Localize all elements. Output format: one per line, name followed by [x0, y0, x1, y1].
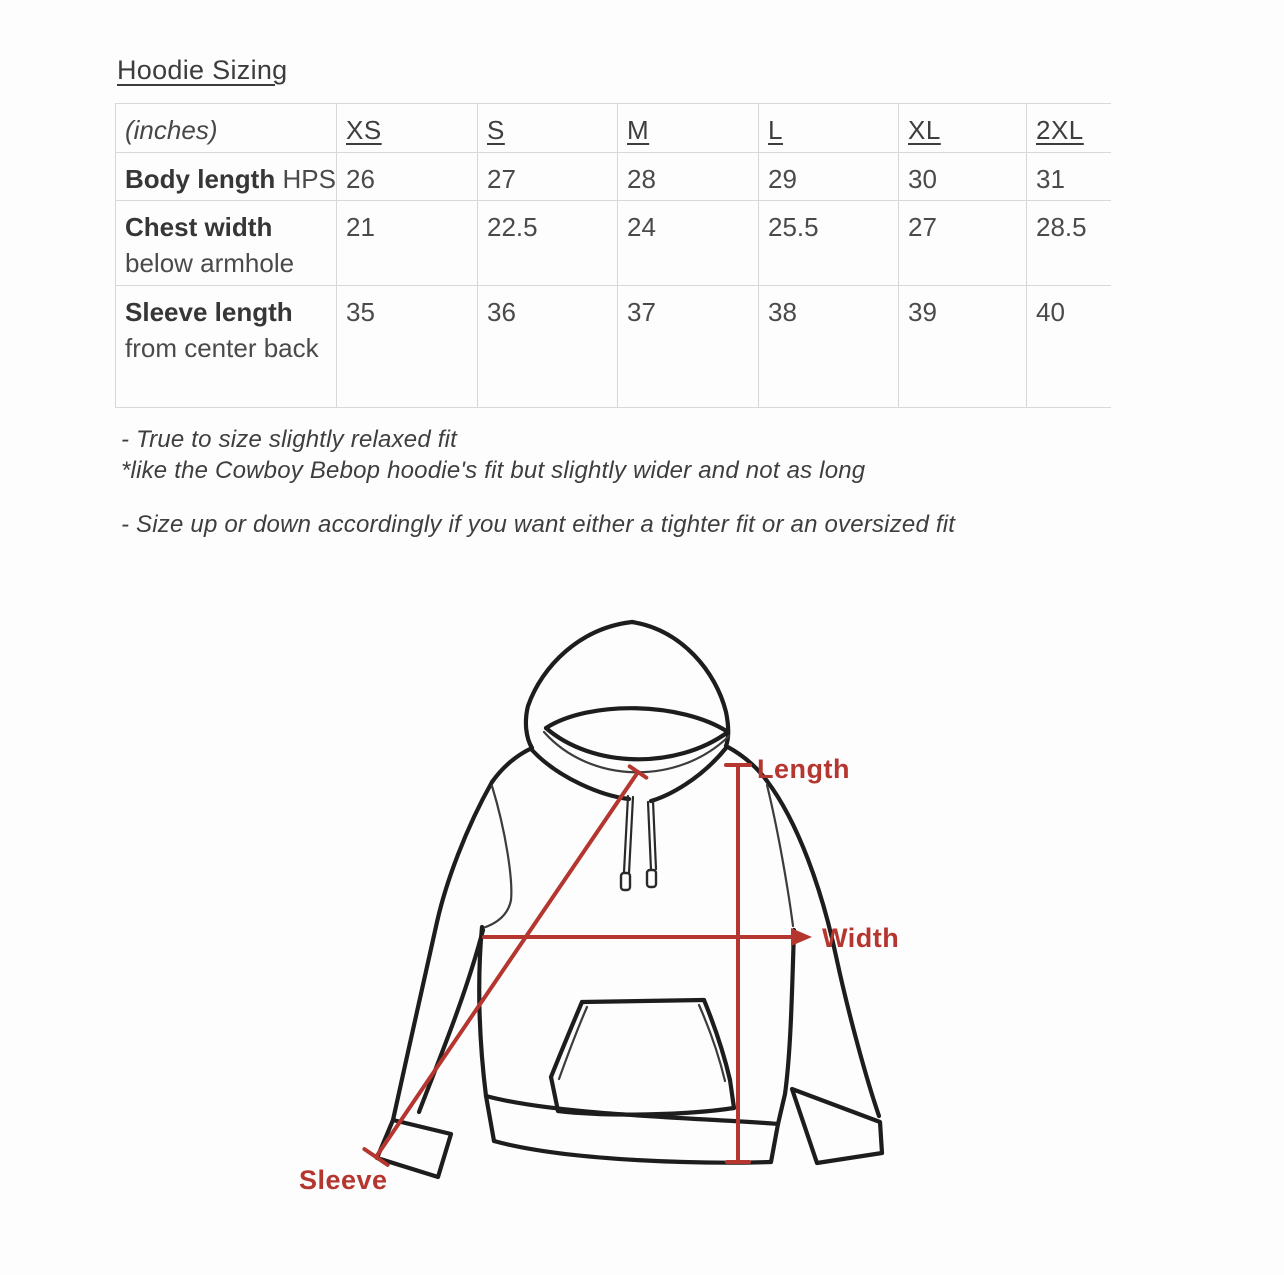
cell-value: 28 [618, 153, 759, 201]
right-shoulder-seam [767, 785, 793, 926]
cell-value: 39 [899, 286, 1027, 408]
cell-value: 35 [337, 286, 478, 408]
size-header-xs: XS [337, 104, 478, 153]
row-label-chest-width: Chest width below armhole [116, 201, 337, 286]
hoodie-measurement-diagram [280, 600, 980, 1275]
right-cuff [792, 1089, 882, 1163]
cell-value: 38 [759, 286, 899, 408]
hood-outline-left [526, 622, 632, 748]
width-measure-line [484, 928, 812, 946]
note-true-to-size: - True to size slightly relaxed fit [121, 426, 458, 453]
length-measure-line [726, 765, 750, 1162]
hem-band-bottom [494, 1141, 771, 1163]
hood-outline-right [632, 622, 728, 746]
unit-header-cell [116, 104, 337, 153]
cell-value: 40 [1027, 286, 1111, 408]
hood-rim-inner-line [544, 732, 729, 772]
cell-value: 27 [899, 201, 1027, 286]
note-size-up-down: - Size up or down accordingly if you want either a tighter fit or an oversized fit [121, 511, 956, 538]
cell-value: 36 [478, 286, 618, 408]
width-arrowhead [791, 928, 812, 946]
table-row-chest-width [116, 201, 1111, 286]
table-row-sleeve-length [116, 286, 1111, 408]
cell-value: 24 [618, 201, 759, 286]
cell-value: 28.5 [1027, 201, 1111, 286]
left-cuff [377, 1120, 451, 1177]
hood-opening-top [546, 708, 728, 732]
row-label-body-length: Body length HPS [116, 153, 337, 201]
hem-band-right-edge [771, 1124, 778, 1162]
hem-band-left-edge [486, 1096, 494, 1141]
table-row-body-length [116, 153, 1111, 201]
hoodie-outline-drawing [377, 622, 882, 1177]
drawstring-right-aglet [647, 870, 656, 887]
size-header-2xl: 2XL [1027, 104, 1111, 153]
left-shoulder [492, 748, 532, 782]
size-header-m: M [618, 104, 759, 153]
cell-value: 30 [899, 153, 1027, 201]
sleeve-bottom-cap [364, 1149, 387, 1165]
sizing-table [115, 103, 1111, 408]
size-header-s: S [478, 104, 618, 153]
note-bebop-comparison: *like the Cowboy Bebop hoodie's fit but slightly wider and not as long [121, 457, 866, 484]
cell-value: 21 [337, 201, 478, 286]
row-label-sleeve-length: Sleeve length from center back [116, 286, 337, 408]
page-title: Hoodie Sizing [117, 55, 288, 85]
cell-value: 25.5 [759, 201, 899, 286]
table-header-row [116, 104, 1111, 153]
fit-notes [121, 424, 955, 540]
cell-value: 26 [337, 153, 478, 201]
size-header-xl: XL [899, 104, 1027, 153]
cell-value: 29 [759, 153, 899, 201]
size-header-l: L [759, 104, 899, 153]
drawstring-left-aglet [621, 873, 630, 890]
left-shoulder-seam [483, 786, 511, 928]
length-label: Length [757, 754, 850, 784]
drawstring-right [647, 801, 656, 887]
sleeve-label: Sleeve [299, 1165, 388, 1195]
unit-label: (inches) [125, 115, 218, 145]
cell-value: 31 [1027, 153, 1111, 201]
sleeve-measure-line [364, 766, 646, 1165]
cell-value: 22.5 [478, 201, 618, 286]
cell-value: 37 [618, 286, 759, 408]
width-label: Width [822, 923, 900, 953]
cell-value: 27 [478, 153, 618, 201]
right-body-side [778, 930, 794, 1124]
left-body-side [479, 927, 486, 1096]
kangaroo-pocket [551, 1000, 734, 1115]
drawstring-left [621, 796, 633, 890]
